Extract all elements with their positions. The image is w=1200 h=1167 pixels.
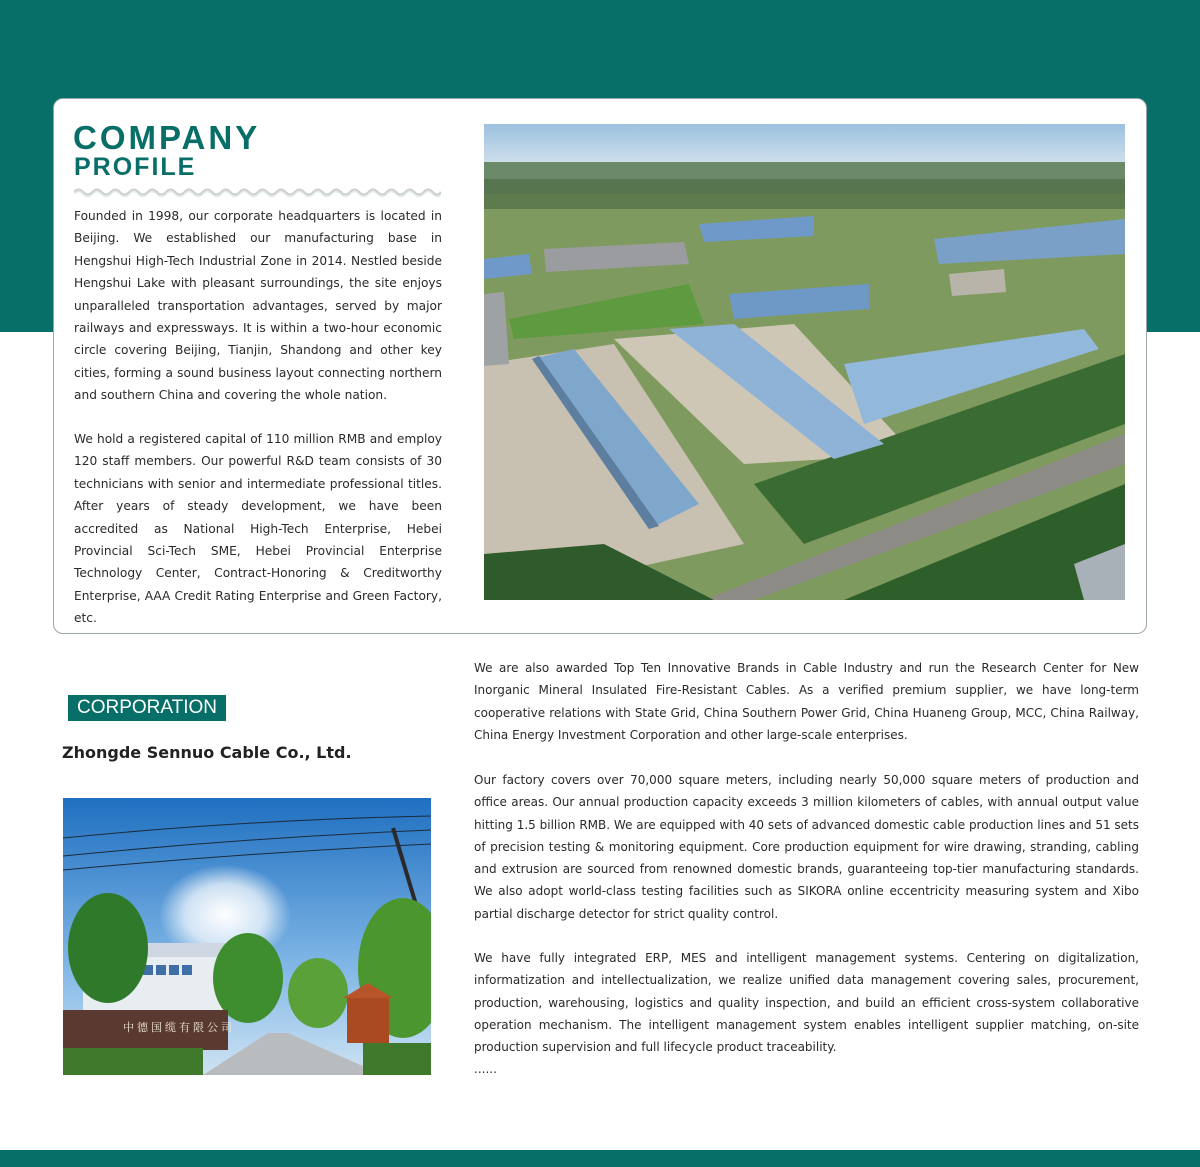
- title-company: COMPANY: [73, 119, 261, 156]
- intro-paragraph-credentials: We hold a registered capital of 110 million RMB and employ 120 staff members. Our powerful R&D team consists of 30 technicians with senior and intermediate professional titles. After years of steady development, we have been accredited as National High-Tech Enterprise, Hebei Provincial Sci-Tech SME, Hebei Provincial Enterprise Technology Center, Contract-Honoring & Creditworthy Enterprise, AAA Credit Rating Enterprise and Green Factory, etc.: [74, 432, 442, 626]
- ellipsis-text: ......: [474, 1062, 497, 1076]
- gate-sign-text: 中德国缆有限公司: [123, 1021, 235, 1034]
- intro-paragraph-location: Founded in 1998, our corporate headquarters is located in Beijing. We established our manufacturing base in Hengshui High-Tech Industrial Zone in 2014. Nestled beside Hengshui Lake with pleasant surroundings, the site enjoys unparalleled transportation advantages, served by major railways and expressways. It is within a two-hour economic circle covering Beijing, Tianjin, Shandong and other key cities, forming a sound business layout connecting northern and southern China and covering the whole nation.: [74, 209, 442, 403]
- corporation-tag: CORPORATION: [68, 695, 226, 721]
- bottom-color-band: [0, 1150, 1200, 1167]
- company-name: Zhongde Sennuo Cable Co., Ltd.: [62, 743, 352, 762]
- factory-aerial-illustration: [484, 124, 1125, 600]
- details-paragraph-factory: Our factory covers over 70,000 square meters, including nearly 50,000 square meters of production and office areas. Our annual production capacity exceeds 3 million kilometers of cables, with annual output value hitting 1.5 billion RMB. We are equipped with 40 sets of advanced domestic cable production lines and 51 sets of precision testing & monitoring equipment. Core production equipment for wire drawing, stranding, cabling and extrusion are sourced from renowned domestic brands, guaranteeing top-tier manufacturing standards. We also adopt world-class testing facilities such as SIKORA online eccentricity measuring system and Xibo partial discharge detector for strict quality control.: [474, 773, 1139, 921]
- factory-aerial-photo: [484, 124, 1125, 600]
- factory-gate-illustration: [63, 798, 431, 1075]
- title-profile: PROFILE: [74, 153, 197, 181]
- details-paragraph-awards: We are also awarded Top Ten Innovative Brands in Cable Industry and run the Research Center for New Inorganic Mineral Insulated Fire-Resistant Cables. As a verified premium supplier, we have long-term cooperative relations with State Grid, China Southern Power Grid, China Huaneng Group, MCC, China Railway, China Energy Investment Corporation and other large-scale enterprises.: [474, 661, 1139, 742]
- details-paragraph-systems: We have fully integrated ERP, MES and intelligent management systems. Centering on digitalization, informatization and intellectualization, we realize unified data management covering sales, procurement, production, warehousing, logistics and quality inspection, and build an efficient cross-system collaborative operation mechanism. The intelligent management system enables intelligent supplier matching, on-site production supervision and full lifecycle product traceability.: [474, 951, 1139, 1055]
- wave-divider: [74, 187, 441, 197]
- factory-gate-photo: [63, 798, 431, 1075]
